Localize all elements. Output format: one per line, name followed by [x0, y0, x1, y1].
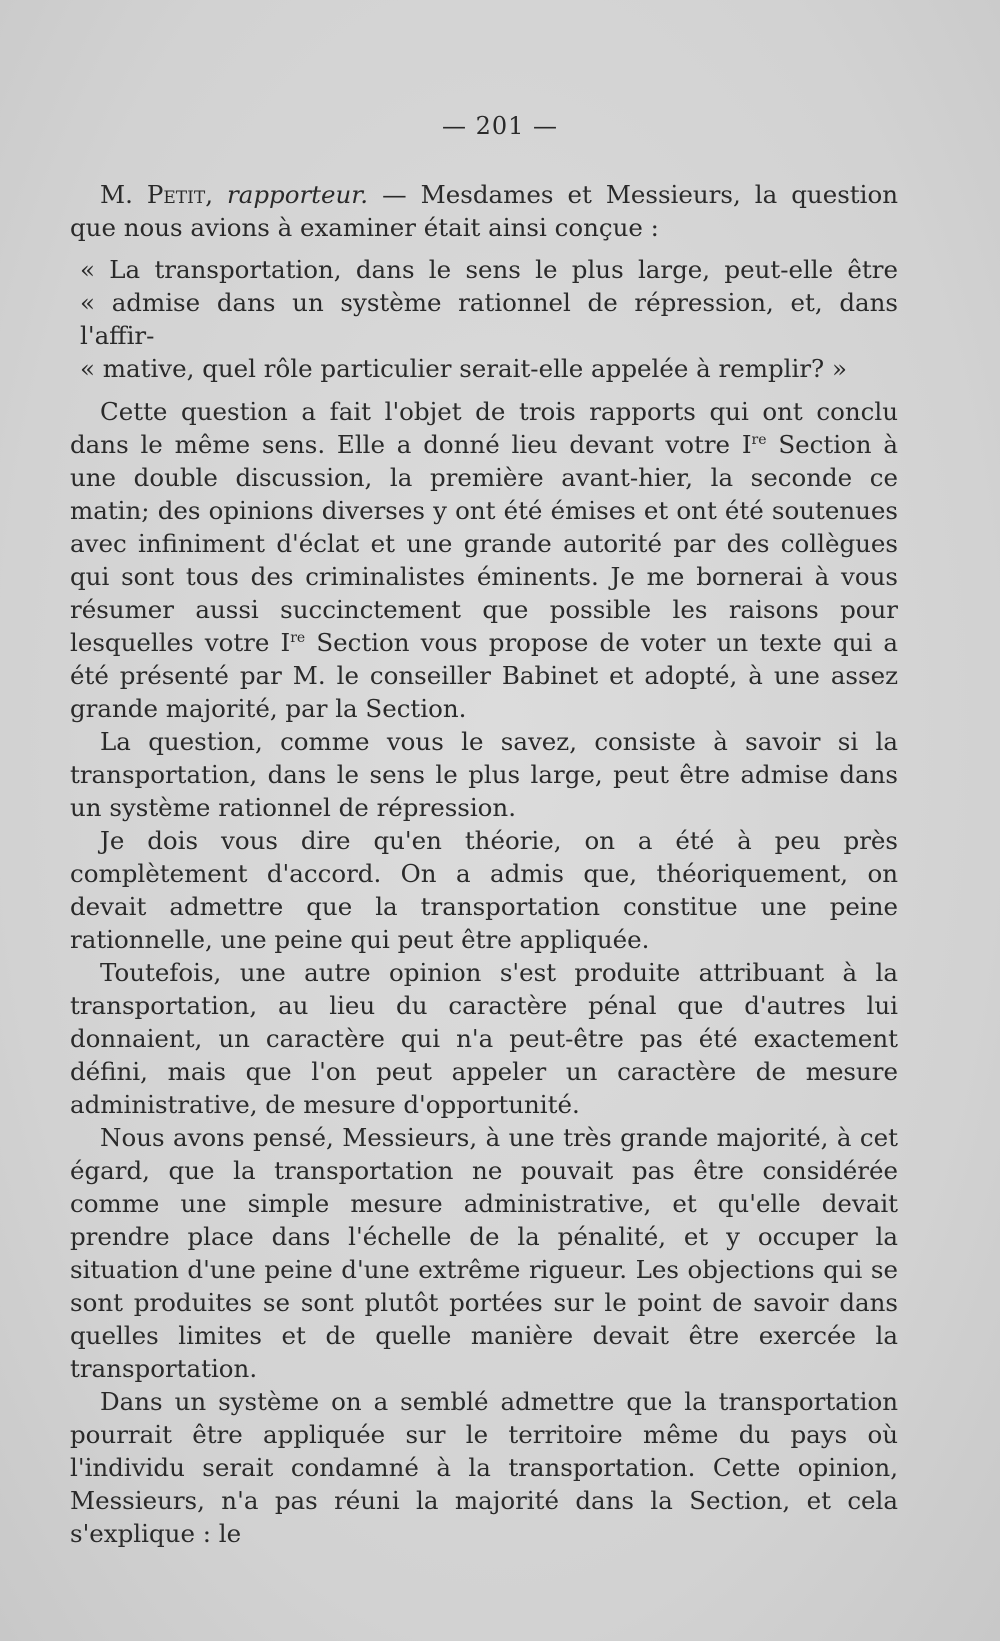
intro-text: — Mesdames et Messieurs, la question que nous avions à examiner était ainsi conçue :	[70, 180, 898, 242]
paragraph-text: Cette question a fait l'objet de trois rapports qui ont conclu dans le même sens. Elle a donné lieu devant votre I	[70, 397, 898, 459]
paragraph-text: Section à une double discussion, la première avant-hier, la seconde ce matin; des opinions diverses y ont été émises et ont été soutenues avec infiniment d'éclat et une grande autorité par des collègues qui sont tous des criminalistes éminents. Je me bornerai à vous résumer aussi succinctement que possible les raisons pour lesquelles votre I	[70, 430, 898, 657]
paragraph	[70, 395, 898, 725]
page-number: — 201 —	[441, 112, 559, 140]
intro-paragraph	[70, 178, 898, 244]
paragraph-text: Section vous propose de voter un texte qui a été présenté par M. le conseiller Babinet et adopté, à une assez grande majorité, par la Section.	[70, 628, 899, 723]
quote-line: « mative, quel rôle particulier serait-elle appelée à remplir? »	[80, 354, 847, 383]
quote-line: « admise dans un système rationnel de répression, et, dans l'affir-	[80, 288, 898, 350]
speaker-name: M. Petit,	[100, 180, 213, 209]
speaker-role: rapporteur.	[227, 180, 369, 209]
paragraph: Je dois vous dire qu'en théorie, on a été à peu près complètement d'accord. On a admis que, théoriquement, on devait admettre que la transportation constitue une peine rationnelle, une peine qui peut être appliquée.	[70, 826, 898, 954]
ordinal-superscript: re	[751, 431, 767, 448]
paragraph: Dans un système on a semblé admettre que la transportation pourrait être appliquée sur le territoire même du pays où l'individu serait condamné à la transportation. Cette opinion, Messieurs, n'a pas réuni la majorité dans la Section, et cela s'explique : le	[70, 1387, 898, 1548]
paragraph: Nous avons pensé, Messieurs, à une très grande majorité, à cet égard, que la transportation ne pouvait pas être considérée comme une simple mesure administrative, et qu'elle devait prendre place dans l'échelle de la pénalité, et y occuper la situation d'une peine d'une extrême rigueur. Les objections qui se sont produites se sont plutôt portées sur le point de savoir dans quelles limites et de quelle manière devait être exercée la transportation.	[70, 1123, 898, 1383]
quote-line: « La transportation, dans le sens le plus large, peut-elle être	[80, 255, 898, 284]
paragraph: La question, comme vous le savez, consiste à savoir si la transportation, dans le sens le plus large, peut être admise dans un système rationnel de répression.	[70, 727, 898, 822]
paragraph: Toutefois, une autre opinion s'est produite attribuant à la transportation, au lieu du caractère pénal que d'autres lui donnaient, un caractère qui n'a peut-être pas été exactement défini, mais que l'on peut appeler un caractère de mesure administrative, de mesure d'opportunité.	[70, 958, 898, 1119]
body-text	[70, 178, 898, 1550]
ordinal-superscript: re	[290, 629, 306, 646]
quoted-question	[70, 253, 898, 385]
